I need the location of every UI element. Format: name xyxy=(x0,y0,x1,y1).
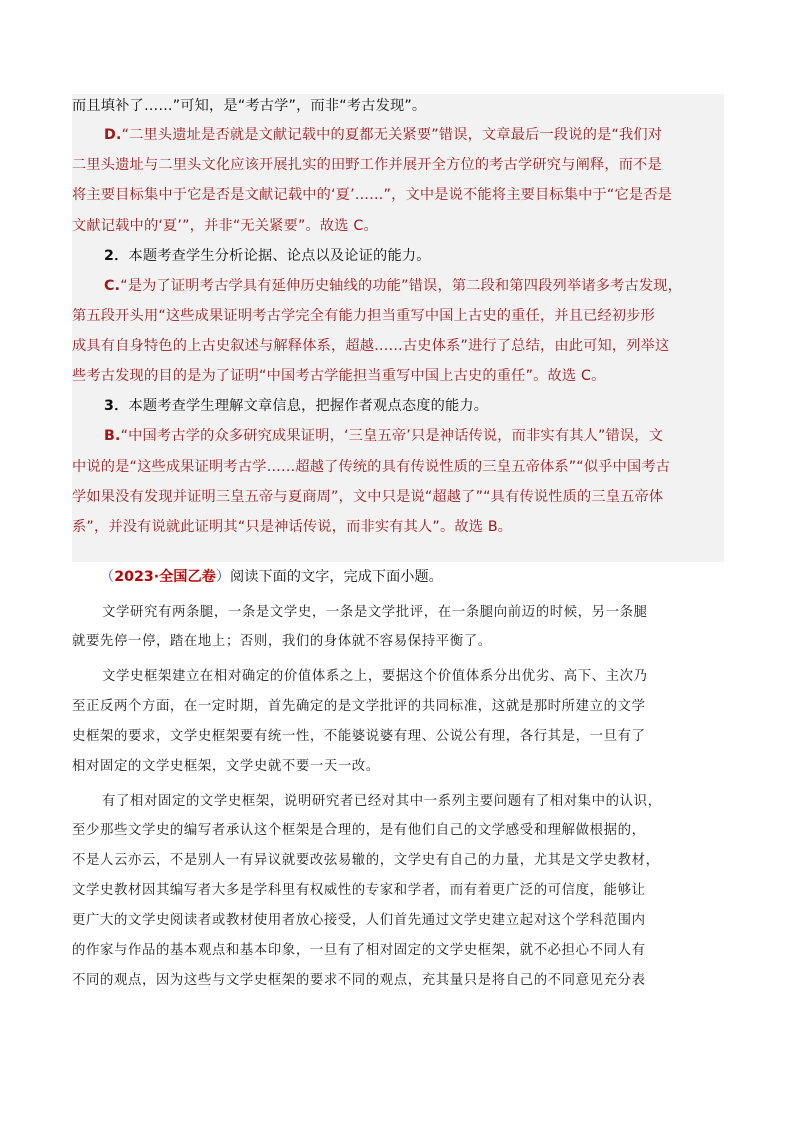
passage-line: 更广大的文学史阅读者或教材使用者放心接受，人们首先通过文学史建立起对这个学科范围内 xyxy=(72,913,646,928)
answer-line xyxy=(72,487,724,507)
answer-line-text: 些考古发现的目的是为了证明“中国考古学能担当重写中国上古史的重任”。故选 C。 xyxy=(72,368,606,384)
passage-line: 有了相对固定的文学史框架，说明研究者已经对其中一系列主要问题有了相对集中的认识， xyxy=(102,794,662,809)
answer-item-marker: 2． xyxy=(104,248,129,264)
answer-line xyxy=(72,276,756,296)
passage-line: 就要先停一停，踏在地上；否则，我们的身体就不容易保持平衡了。 xyxy=(72,634,492,649)
answer-line-text: 系”，并没有说就此证明其“只是神话传说，而非实有其人”。故选 B。 xyxy=(72,519,513,535)
passage-line: 史框架的要求，文学史框架要有统一性，不能婆说婆有理、公说公有理，各行其是，一旦有了 xyxy=(72,729,646,744)
answer-line xyxy=(72,366,724,386)
passage-line: 文学史教材因其编写者大多是学科里有权威性的专家和学者，而有着更广泛的可信度，能够让 xyxy=(72,883,646,898)
answer-line xyxy=(72,155,724,175)
answer-line xyxy=(72,96,724,116)
answer-line-text: 成具有自身特色的上古史叙述与解释体系，超越……古史体系”进行了总结，由此可知，列举这 xyxy=(72,338,670,354)
answer-line xyxy=(72,306,724,326)
answer-line xyxy=(72,185,724,205)
answer-line xyxy=(72,125,756,145)
passage-line: 至正反两个方面，在一定时期，首先确定的是文学批评的共同标准，这就是那时所建立的文学 xyxy=(72,699,646,714)
passage-line: 至少那些文学史的编写者承认这个框架是合理的，是有他们自己的文学感受和理解做根据的， xyxy=(72,823,646,838)
passage-line: 文学研究有两条腿，一条是文学史，一条是文学批评，在一条腿向前迈的时候，另一条腿 xyxy=(102,605,648,620)
answer-line-text: “中国考古学的众多研究成果证明，‘三皇五帝’只是神话传说，而非实有其人”错误，文 xyxy=(120,428,664,444)
answer-line-text: 学如果没有发现并证明三皇五帝与夏商周”，文中只是说“超越了”“具有传说性质的三皇五帝体 xyxy=(72,489,664,505)
answer-line xyxy=(72,426,756,446)
answer-line-text: 中说的是“这些成果证明考古学……超越了传统的具有传说性质的三皇五帝体系”“似乎中国考古 xyxy=(72,459,671,475)
passage-line: 文学史框架建立在相对确定的价值体系之上，要据这个价值体系分出优劣、高下、主次乃 xyxy=(102,669,648,684)
passage-line: 的作家与作品的基本观点和基本印象，一旦有了相对固定的文学史框架，就不必担心不同人有 xyxy=(72,943,646,958)
answer-line xyxy=(72,457,724,477)
answer-line xyxy=(72,216,724,236)
answer-line xyxy=(72,246,756,266)
answer-line-text: “是为了证明考古学具有延伸历史轴线的功能”错误，第二段和第四段列举诸多考古发现， xyxy=(120,278,683,294)
question-open-paren: （ xyxy=(100,569,115,585)
answer-line-text: 而且填补了……”可知，是“考古学”，而非“考古发现”。 xyxy=(72,98,427,114)
passage-line: 相对固定的文学史框架，文学史就不要一天一改。 xyxy=(72,759,380,774)
answer-item-marker: D. xyxy=(104,127,122,143)
question-instruction: 阅读下面的文字，完成下面小题。 xyxy=(230,569,443,585)
answer-item-marker: C. xyxy=(104,278,121,294)
answer-line-text: 本题考查学生理解文章信息，把握作者观点态度的能力。 xyxy=(128,398,489,414)
answer-line-text: 第五段开头用“这些成果证明考古学完全有能力担当重写中国上古史的重任，并且已经初步形 xyxy=(72,308,656,324)
question-source: 2023·全国乙卷 xyxy=(114,569,216,585)
answer-line xyxy=(72,396,756,416)
question-heading xyxy=(100,567,443,587)
answer-item-marker: 3． xyxy=(104,398,129,414)
question-close-paren: ） xyxy=(215,569,231,585)
passage-line: 不同的观点，因为这些与文学史框架的要求不同的观点，充其量只是将自己的不同意见充分表 xyxy=(72,973,646,988)
answer-line-text: “二里头遗址是否就是文献记载中的夏都无关紧要”错误，文章最后一段说的是“我们对 xyxy=(121,127,663,143)
answer-line-text: 将主要目标集中于它是否是文献记载中的‘夏’……”，文中是说不能将主要目标集中于“它是否是 xyxy=(72,187,673,203)
answer-line xyxy=(72,336,724,356)
answer-line-text: 二里头遗址与二里头文化应该开展扎实的田野工作并展开全方位的考古学研究与阐释，而不是 xyxy=(72,157,662,173)
answer-line xyxy=(72,517,724,537)
answer-item-marker: B. xyxy=(104,428,121,444)
answer-line-text: 文献记载中的‘夏’”，并非“无关紧要”。故选 C。 xyxy=(72,218,378,234)
passage-line: 不是人云亦云，不是别人一有异议就要改弦易辙的，文学史有自己的力量，尤其是文学史教材， xyxy=(72,853,660,868)
answer-line-text: 本题考查学生分析论据、论点以及论证的能力。 xyxy=(128,248,431,264)
